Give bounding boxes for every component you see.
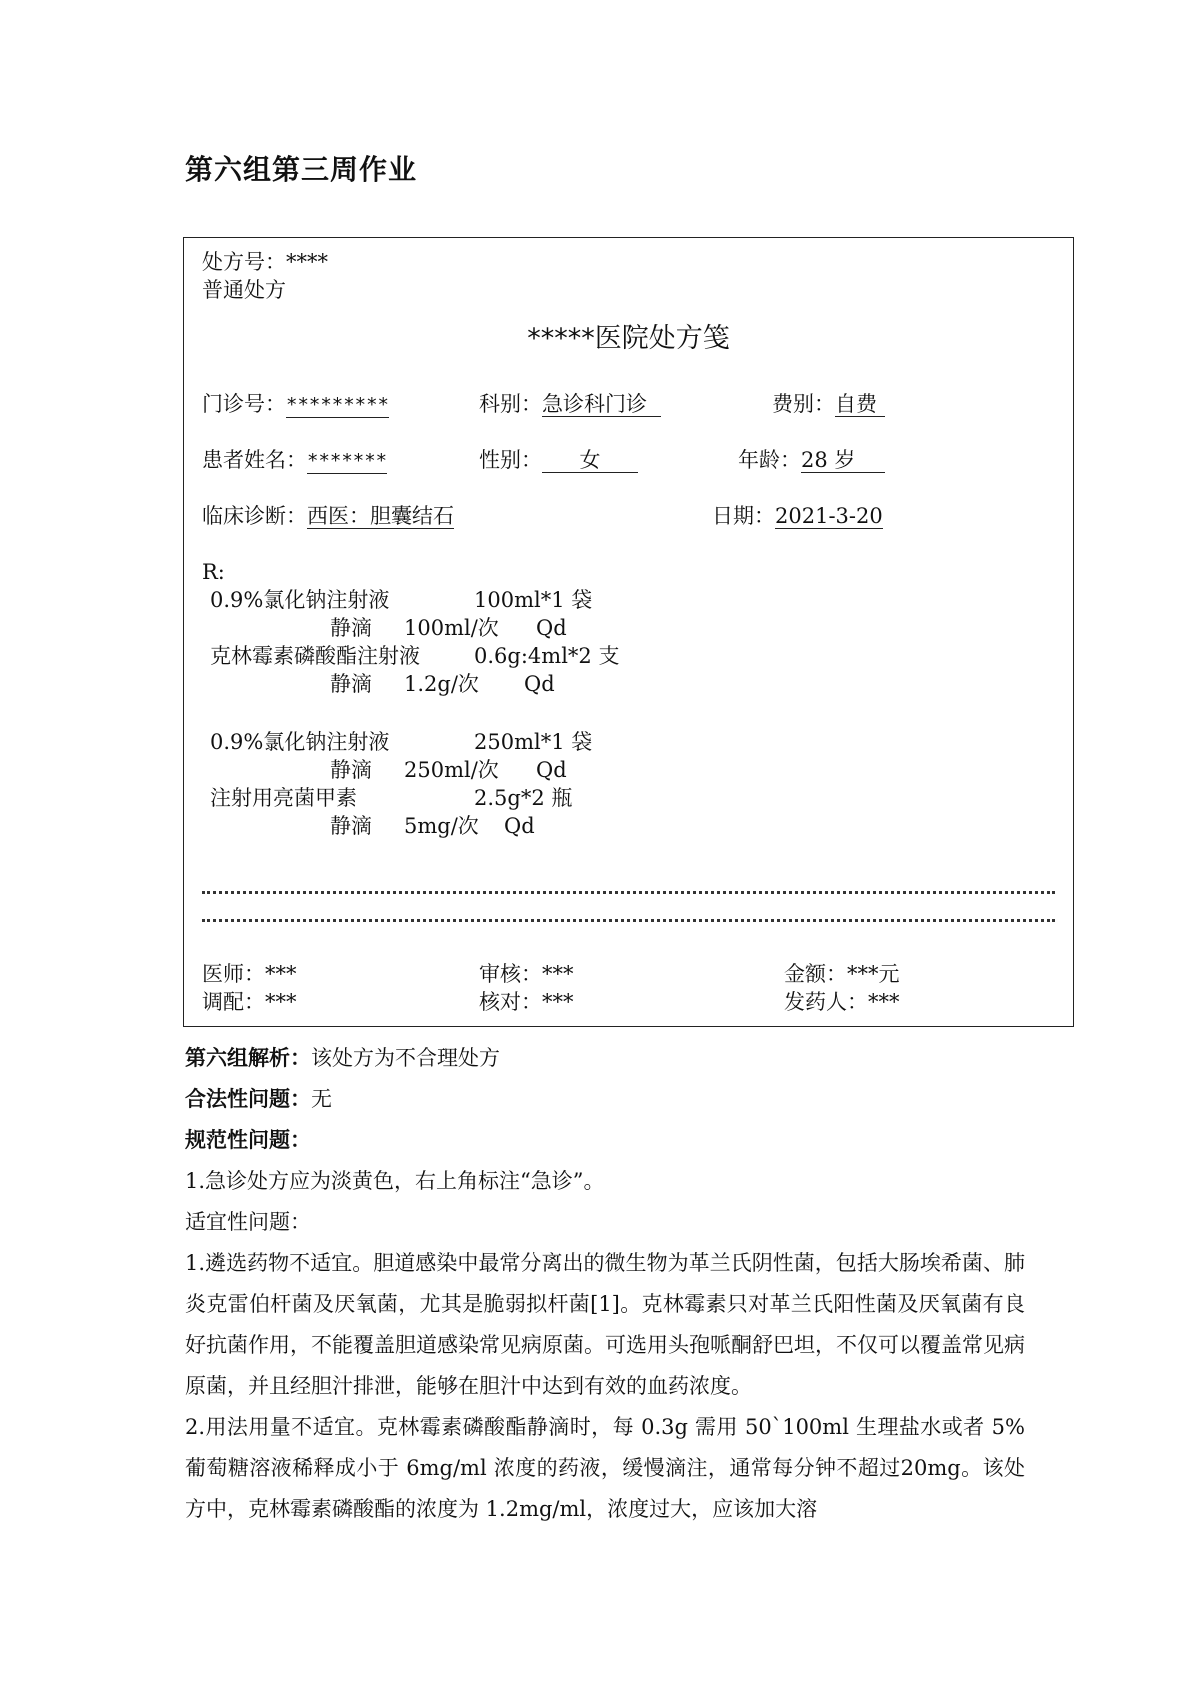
drug-spec: 0.6g:4ml*2 支 [474, 644, 620, 668]
fee-type-label: 费别： [772, 392, 835, 416]
rx-number: 处方号：**** [202, 250, 328, 274]
age-label: 年龄： [738, 448, 801, 472]
doctor-signature: 医师：*** [202, 962, 297, 986]
gender-field [479, 446, 638, 474]
suitability-heading: 适宜性问题： [185, 1210, 311, 1234]
drug-freq: Qd [504, 814, 535, 838]
drug-spec: 250ml*1 袋 [474, 730, 593, 754]
reviewer-signature: 审核：*** [479, 962, 574, 986]
gender-label: 性别： [479, 448, 542, 472]
age-value: 28 岁 [801, 448, 885, 473]
patient-name-value: ******* [307, 450, 388, 472]
department-field [479, 390, 661, 418]
clinic-no-field [202, 390, 389, 418]
dispenser-signature: 调配：*** [202, 990, 297, 1014]
fee-type-field [772, 390, 885, 418]
legality-text: 无 [311, 1087, 332, 1111]
drug-dose: 5mg/次 [404, 814, 479, 838]
drug-freq: Qd [536, 616, 567, 640]
dotted-divider [202, 891, 1055, 894]
rx-type: 普通处方 [202, 278, 286, 302]
legality-line [185, 1079, 1025, 1120]
standard-heading: 规范性问题： [185, 1128, 311, 1152]
drug-dose: 250ml/次 [404, 758, 499, 782]
drug-name: 克林霉素磷酸酯注射液 [210, 644, 420, 668]
suitability-item: 2.用法用量不适宜。克林霉素磷酸酯静滴时，每 0.3g 需用 50`100ml 生理盐水或者 5%葡萄糖溶液稀释成小于 6mg/ml 浓度的药液，缓慢滴注，通常每分钟不超过20mg。该处方中，克林霉素磷酸酯的浓度为 1.2mg/ml，浓度过大，应该加大溶 [185, 1415, 1025, 1521]
drug-name: 0.9%氯化钠注射液 [210, 730, 390, 754]
patient-name-label: 患者姓名： [202, 448, 307, 472]
drug-usage: 静滴 [330, 758, 372, 782]
standard-item: 1.急诊处方应为淡黄色，右上角标注“急诊”。 [185, 1169, 605, 1193]
amount-field: 金额：***元 [784, 962, 900, 986]
hospital-title: *****医院处方笺 [527, 323, 730, 354]
clinic-no-value: ********* [286, 394, 389, 416]
issuer-signature: 发药人：*** [784, 990, 900, 1014]
verdict-line [185, 1038, 1025, 1079]
date-field [712, 502, 883, 530]
department-value: 急诊科门诊 [542, 392, 661, 417]
verdict-text: 该处方为不合理处方 [311, 1046, 500, 1070]
checker-signature: 核对：*** [479, 990, 574, 1014]
analysis-section [185, 1038, 1025, 1530]
rx-symbol: R: [202, 560, 225, 584]
page-title: 第六组第三周作业 [185, 153, 418, 186]
drug-dose: 1.2g/次 [404, 672, 479, 696]
drug-freq: Qd [536, 758, 567, 782]
drug-spec: 2.5g*2 瓶 [474, 786, 573, 810]
patient-name-field [202, 446, 387, 474]
drug-name: 注射用亮菌甲素 [210, 786, 357, 810]
prescription-form [183, 237, 1074, 1027]
drug-usage: 静滴 [330, 672, 372, 696]
dotted-divider [202, 919, 1055, 922]
drug-spec: 100ml*1 袋 [474, 588, 593, 612]
drug-freq: Qd [524, 672, 555, 696]
fee-type-value: 自费 [835, 392, 885, 417]
drug-usage: 静滴 [330, 814, 372, 838]
date-value: 2021-3-20 [775, 504, 883, 528]
verdict-label: 第六组解析： [185, 1046, 311, 1070]
drug-usage: 静滴 [330, 616, 372, 640]
department-label: 科别： [479, 392, 542, 416]
diagnosis-value: 西医：胆囊结石 [307, 504, 454, 528]
drug-dose: 100ml/次 [404, 616, 499, 640]
diagnosis-field [202, 502, 454, 530]
age-field [738, 446, 885, 474]
diagnosis-label: 临床诊断： [202, 504, 307, 528]
drug-name: 0.9%氯化钠注射液 [210, 588, 390, 612]
date-label: 日期： [712, 504, 775, 528]
suitability-item: 1.遴选药物不适宜。胆道感染中最常分离出的微生物为革兰氏阴性菌，包括大肠埃希菌、肺炎克雷伯杆菌及厌氧菌，尤其是脆弱拟杆菌[1]。克林霉素只对革兰氏阳性菌及厌氧菌有良好抗菌作用，不能覆盖胆道感染常见病原菌。可选用头孢哌酮舒巴坦，不仅可以覆盖常见病原菌，并且经胆汁排泄，能够在胆汁中达到有效的血药浓度。 [185, 1251, 1025, 1398]
clinic-no-label: 门诊号： [202, 392, 286, 416]
gender-value: 女 [542, 448, 638, 473]
legality-label: 合法性问题： [185, 1087, 311, 1111]
